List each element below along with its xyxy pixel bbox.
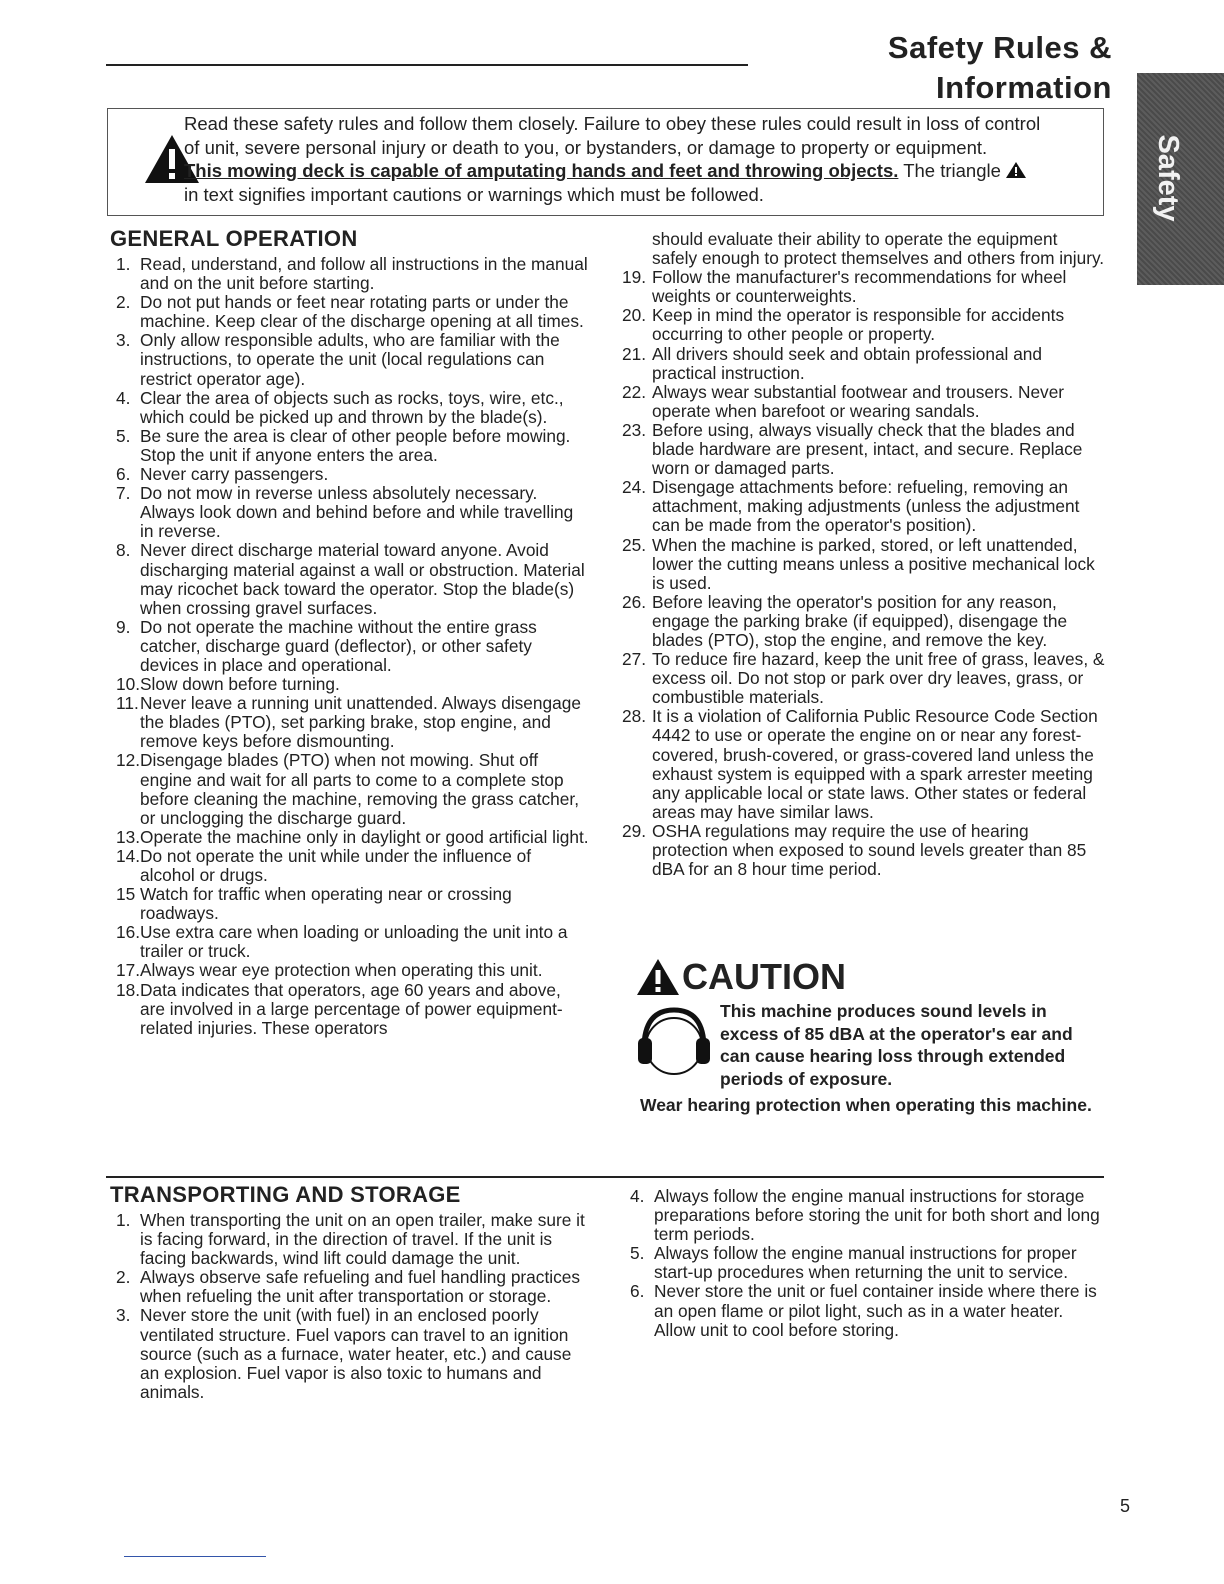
list-item-number: 11.	[116, 693, 139, 714]
list-item-number: 4.	[630, 1186, 645, 1206]
list-item	[116, 293, 590, 331]
list-item	[622, 822, 1106, 879]
list-item	[116, 751, 590, 827]
list-item	[116, 1306, 590, 1401]
header-rule	[106, 64, 748, 66]
list-item-number: 4.	[116, 387, 131, 408]
list-item-number: 5.	[630, 1243, 645, 1264]
list-item-text: Always observe safe refueling and fuel handling practices when refueling the unit after transportation or storage.	[140, 1267, 580, 1307]
list-item-number: 26.	[622, 591, 647, 612]
list-item-number: 22.	[622, 381, 647, 402]
list-item	[116, 389, 590, 427]
list-item	[116, 828, 590, 847]
caution-note: Wear hearing protection when operating this machine.	[640, 1095, 1092, 1115]
list-item-text: Watch for traffic when operating near or crossing roadways.	[140, 884, 512, 924]
list-item	[622, 345, 1106, 383]
list-item-number: 2.	[116, 292, 131, 313]
list-item-number: 3.	[116, 330, 131, 351]
list-item-text: Do not operate the machine without the entire grass catcher, discharge guard (deflector), or other safety devices in place and operational.	[140, 616, 537, 675]
list-item	[622, 478, 1106, 535]
list-item-text: Never direct discharge material toward anyone. Avoid discharging material against a wall or obstruction. Material may ricochet back toward the operator. Stop the blade(s) when crossing gravel surfaces.	[140, 540, 585, 618]
list-item-number: 21.	[622, 343, 647, 364]
list-item	[630, 1282, 1106, 1339]
list-item-number: 8.	[116, 540, 131, 561]
warning-text	[184, 112, 1100, 206]
list-item	[116, 484, 590, 541]
general-operation-list-continued	[622, 230, 1106, 879]
list-item-number: 14.	[116, 845, 141, 866]
list-item-text: Clear the area of objects such as rocks, toys, wire, etc., which could be picked up and thrown by the blade(s).	[140, 387, 564, 427]
list-item-number: 2.	[116, 1267, 131, 1288]
list-item	[116, 541, 590, 617]
list-item	[116, 1211, 590, 1268]
list-item-text: Use extra care when loading or unloading the unit into a trailer or truck.	[140, 922, 568, 962]
list-item	[116, 694, 590, 751]
list-item-number: 29.	[622, 820, 647, 841]
list-item-text: Always follow the engine manual instructions for storage preparations before storing the unit for both short and long term periods.	[654, 1186, 1100, 1245]
hearing-protection-icon	[636, 1004, 712, 1086]
caution-word: CAUTION	[682, 956, 846, 997]
list-item-text: Before using, always visually check that the blades and blade hardware are present, intact, and secure. Replace worn or damaged parts.	[652, 419, 1083, 479]
general-operation-list	[116, 255, 590, 1038]
general-operation-title: GENERAL OPERATION	[110, 226, 358, 251]
warning-line-4: in text signifies important cautions or warnings which must be followed.	[184, 183, 764, 205]
list-item-text: Be sure the area is clear of other people before mowing. Stop the unit if anyone enters the area.	[140, 425, 571, 465]
warning-line-3	[184, 159, 1100, 183]
list-item-text: Operate the machine only in daylight or good artificial light.	[140, 826, 589, 847]
list-item-number: 7.	[116, 483, 131, 504]
list-item-number: 6.	[630, 1281, 645, 1302]
list-item	[116, 427, 590, 465]
list-item-number: 13.	[116, 826, 141, 847]
list-item-text: Follow the manufacturer's recommendations for wheel weights or counterweights.	[652, 267, 1067, 307]
list-item-number: 28.	[622, 706, 647, 727]
list-item	[116, 255, 590, 293]
list-item	[622, 383, 1106, 421]
list-item	[116, 331, 590, 388]
transporting-title: TRANSPORTING AND STORAGE	[110, 1182, 461, 1207]
list-item	[622, 536, 1106, 593]
warning-line-3-tail: The triangle	[898, 160, 1001, 181]
footer-rule	[124, 1556, 266, 1557]
list-item-text: All drivers should seek and obtain professional and practical instruction.	[652, 343, 1043, 383]
list-item	[116, 961, 590, 980]
list-item	[630, 1244, 1106, 1282]
list-item-number: 24.	[622, 477, 647, 498]
list-item-text: Always follow the engine manual instructions for proper start-up procedures when returning the unit to service.	[654, 1243, 1077, 1283]
list-item	[622, 707, 1106, 822]
list-item	[116, 465, 590, 484]
list-item	[630, 1187, 1106, 1244]
list-item-text: Never leave a running unit unattended. Always disengage the blades (PTO), set parking brake, stop engine, and remove keys before dismounting.	[140, 693, 581, 752]
list-item-number: 12.	[116, 750, 141, 771]
list-item	[116, 847, 590, 885]
list-item	[622, 268, 1106, 306]
transporting-list-left	[116, 1211, 590, 1402]
list-item-number: 18.	[116, 979, 141, 1000]
list-item-text: Data indicates that operators, age 60 years and above, are involved in a large percentage of power equipment-related injuries. These operators	[140, 979, 563, 1038]
caution-triangle-icon	[636, 958, 680, 996]
list-item-text: Always wear eye protection when operating this unit.	[140, 960, 543, 981]
page-number: 5	[1120, 1496, 1131, 1516]
list-item-number: 25.	[622, 534, 647, 555]
list-item	[622, 230, 1106, 268]
list-item-text: When transporting the unit on an open trailer, make sure it is facing forward, in the direction of travel. If the unit is facing backwards, wind lift could damage the unit.	[140, 1210, 585, 1269]
warning-line-2: of unit, severe personal injury or death to you, or bystanders, or damage to property or equipment.	[184, 136, 988, 158]
list-item-text: Do not put hands or feet near rotating parts or under the machine. Keep clear of the discharge opening at all times.	[140, 292, 584, 332]
list-item-number: 1.	[116, 1210, 131, 1230]
list-item-number: 1.	[116, 254, 131, 274]
list-item-text: Never store the unit or fuel container inside where there is an open flame or pilot light, such as in a water heater. Allow unit to cool before storing.	[654, 1281, 1097, 1340]
list-item-text: Before leaving the operator's position for any reason, engage the parking brake (if equipped), disengage the blades (PTO), stop the engine, and remove the key.	[652, 591, 1068, 650]
page-title: Safety Rules & Information	[887, 30, 1112, 105]
list-item-text: When the machine is parked, stored, or left unattended, lower the cutting means unless a positive mechanical lock is used.	[652, 534, 1095, 593]
list-item	[622, 650, 1106, 707]
list-item-number: 15	[116, 884, 136, 905]
list-item-text: Do not mow in reverse unless absolutely necessary. Always look down and behind before and while travelling in reverse.	[140, 483, 574, 542]
list-item-text: Never store the unit (with fuel) in an enclosed poorly ventilated structure. Fuel vapors can travel to an ignition source (such as a furnace, water heater, etc.) and cause an explosion. Fuel vapor is also toxic to humans and animals.	[140, 1305, 572, 1402]
list-item-text: Read, understand, and follow all instructions in the manual and on the unit before starting.	[140, 254, 588, 294]
list-item-text: Never carry passengers.	[140, 464, 329, 485]
list-item-text: Keep in mind the operator is responsible for accidents occurring to other people or property.	[652, 305, 1065, 345]
list-item	[622, 306, 1106, 344]
list-item-text: It is a violation of California Public Resource Code Section 4442 to use or operate the engine on or near any forest-covered, brush-covered, or grass-covered land unless the exhaust system is equipped with a spark arrester meeting any applicable local or state laws. Other states or federal areas may have similar laws.	[652, 706, 1098, 822]
list-item-number: 5.	[116, 425, 131, 446]
list-item-number: 19.	[622, 267, 647, 288]
warning-line-1: Read these safety rules and follow them closely. Failure to obey these rules could result in loss of control	[184, 113, 1041, 134]
list-item-text: OSHA regulations may require the use of hearing protection when exposed to sound levels greater than 85 dBA for an 8 hour time period.	[652, 820, 1087, 880]
side-tab-label: Safety	[1152, 134, 1184, 222]
list-item	[116, 1268, 590, 1306]
list-item-number: 10.	[116, 674, 141, 695]
list-item-number: 6.	[116, 464, 131, 485]
inline-warning-triangle-icon	[1006, 162, 1026, 178]
list-item	[116, 618, 590, 675]
list-item-text: Do not operate the unit while under the influence of alcohol or drugs.	[140, 845, 532, 885]
list-item-text: Only allow responsible adults, who are familiar with the instructions, to operate the unit (local regulations can restrict operator age).	[140, 330, 560, 389]
list-item	[116, 885, 590, 923]
section-divider	[106, 1176, 1104, 1178]
list-item-number: 9.	[116, 616, 131, 637]
list-item-text: Disengage blades (PTO) when not mowing. Shut off engine and wait for all parts to come to a complete stop before cleaning the machine, removing the grass catcher, or unclogging the discharge guard.	[140, 750, 580, 828]
list-item-text: To reduce fire hazard, keep the unit free of grass, leaves, & excess oil. Do not stop or park over dry leaves, grass, or combustible materials.	[652, 649, 1105, 708]
list-item	[622, 421, 1106, 478]
list-item	[622, 593, 1106, 650]
list-item-text: should evaluate their ability to operate the equipment safely enough to protect themselves and others from injury.	[652, 229, 1105, 269]
list-item-number: 3.	[116, 1305, 131, 1326]
list-item	[116, 981, 590, 1038]
list-item	[116, 675, 590, 694]
warning-emphasis: This mowing deck is capable of amputating hands and feet and throwing objects.	[184, 160, 899, 181]
transporting-list-right	[630, 1187, 1106, 1340]
list-item-text: Always wear substantial footwear and trousers. Never operate when barefoot or wearing sandals.	[652, 381, 1065, 421]
list-item-number: 23.	[622, 419, 647, 440]
list-item-number: 20.	[622, 305, 647, 326]
list-item-number: 27.	[622, 649, 647, 670]
list-item-number: 17.	[116, 960, 141, 981]
list-item	[116, 923, 590, 961]
list-item-number: 16.	[116, 922, 141, 943]
list-item-text: Disengage attachments before: refueling, removing an attachment, making adjustments (unless the adjustment can be made from the operator's position).	[652, 477, 1080, 536]
caution-text: This machine produces sound levels in excess of 85 dBA at the operator's ear and can cause hearing loss through extended periods of exposure.	[720, 1001, 1073, 1089]
list-item-text: Slow down before turning.	[140, 674, 340, 695]
